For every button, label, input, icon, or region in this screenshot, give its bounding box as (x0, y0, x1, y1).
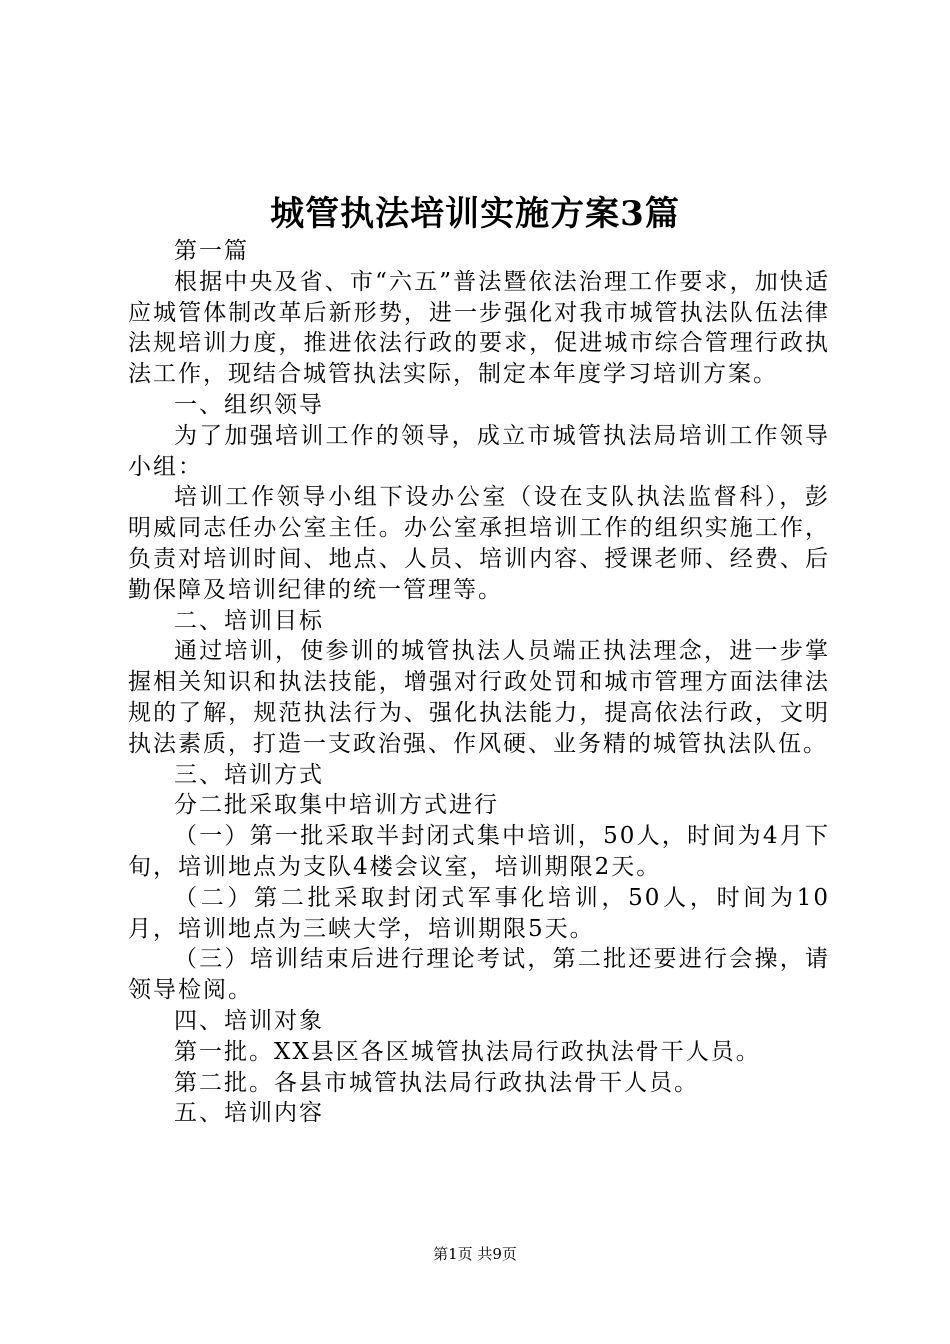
document-body (128, 236, 830, 1129)
list-item: （二）第二批采取封闭式军事化培训，50人，时间为10月，培训地点为三峡大学，培训期限5天。 (128, 884, 830, 942)
paragraph: 第二批。各县市城管执法局行政执法骨干人员。 (174, 1069, 699, 1096)
paragraph: 培训工作领导小组下设办公室（设在支队执法监督科），彭明威同志任办公室主任。办公室承担培训工作的组织实施工作，负责对培训时间、地点、人员、培训内容、授课老师、经费、后勤保障及培训纪律的统一管理等。 (128, 484, 830, 603)
section-heading: 四、培训对象 (174, 1007, 324, 1034)
paragraph: 通过培训，使参训的城管执法人员端正执法理念，进一步掌握相关知识和执法技能，增强对行政处罚和城市管理方面法律法规的了解，规范执法行为、强化执法能力，提高依法行政，文明执法素质，打造一支政治强、作风硬、业务精的城管执法队伍。 (128, 638, 830, 757)
list-item: （三）培训结束后进行理论考试，第二批还要进行会操，请领导检阅。 (128, 946, 830, 1004)
paragraph: 第一篇 (174, 238, 249, 264)
section-heading: 五、培训内容 (174, 1100, 324, 1127)
document-title: 城管执法培训实施方案3篇 (270, 194, 680, 234)
page-footer: 第1页 共9页 (433, 1245, 517, 1263)
section-heading: 三、培训方式 (174, 761, 324, 788)
section-heading: 二、培训目标 (174, 607, 324, 634)
list-item: （一）第一批采取半封闭式集中培训，50人，时间为4月下旬，培训地点为支队4楼会议室，培训期限2天。 (128, 823, 830, 880)
section-heading: 一、组织领导 (174, 391, 324, 418)
paragraph: 为了加强培训工作的领导，成立市城管执法局培训工作领导小组： (128, 422, 830, 480)
paragraph: 分二批采取集中培训方式进行 (174, 792, 499, 819)
paragraph: 第一批。XX县区各区城管执法局行政执法骨干人员。 (174, 1038, 761, 1065)
paragraph: 根据中央及省、市“六五”普法暨依法治理工作要求，加快适应城管体制改革后新形势，进一步强化对我市城管执法队伍法律法规培训力度，推进依法行政的要求，促进城市综合管理行政执法工作，现结合城管执法实际，制定本年度学习培训方案。 (128, 268, 830, 388)
